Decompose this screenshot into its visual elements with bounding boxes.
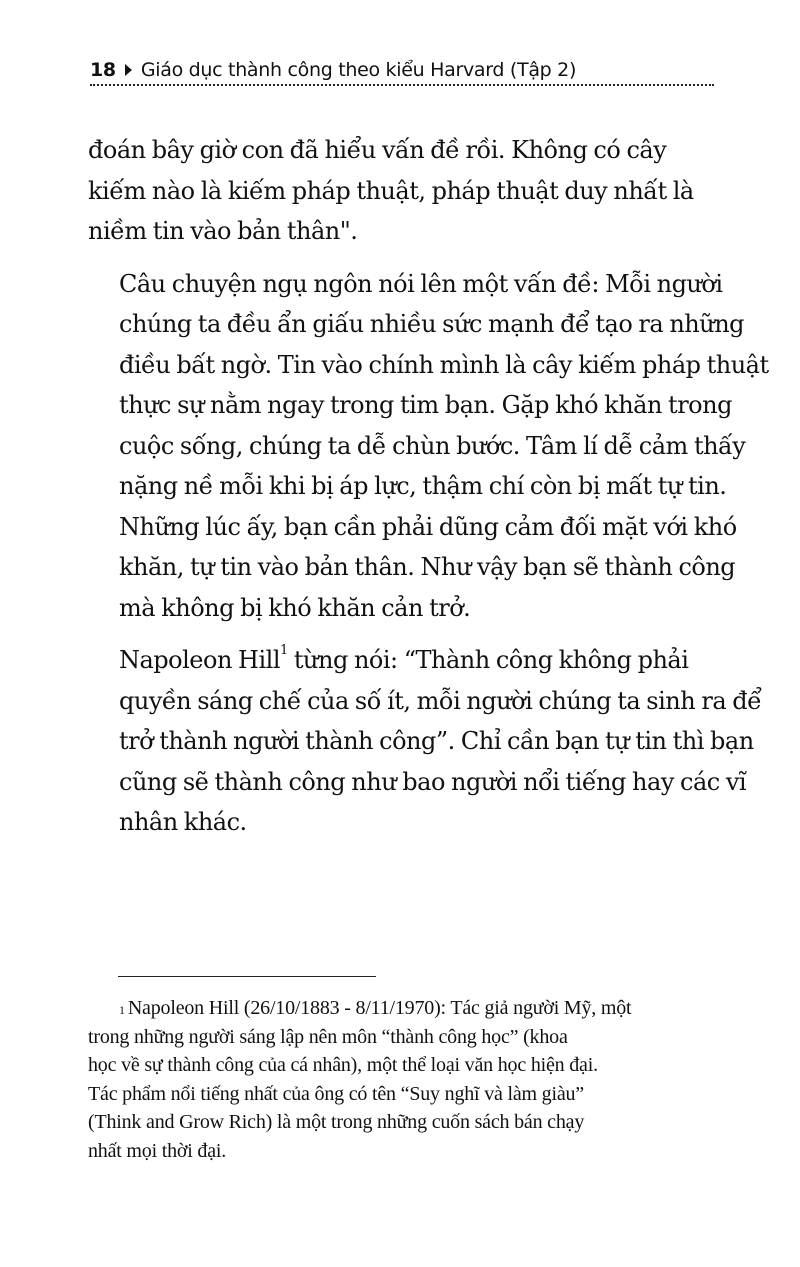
- text-line: trở thành người thành công”. Chỉ cần bạn tự tin thì bạn: [119, 727, 754, 755]
- text-line: quyền sáng chế của số ít, mỗi người chúng ta sinh ra để: [119, 686, 762, 715]
- footnote-line: nhất mọi thời đại.: [88, 1139, 227, 1162]
- footnote-line: trong những người sáng lập nên môn “thành công học” (khoa: [88, 1025, 568, 1048]
- paragraph-3: [88, 640, 762, 843]
- text-line: nặng nề mỗi khi bị áp lực, thậm chí còn bị mất tự tin.: [119, 472, 727, 500]
- text-line: cũng sẽ thành công như bao người nổi tiếng hay các vĩ: [119, 767, 747, 796]
- footnote-marker: 1: [119, 1003, 125, 1017]
- footnote-line: Tác phẩm nổi tiếng nhất của ông có tên “Suy nghĩ và làm giàu”: [88, 1082, 584, 1105]
- text-line: niềm tin vào bản thân".: [88, 217, 358, 245]
- paragraph-2: [88, 264, 769, 629]
- text-line: cuộc sống, chúng ta dễ chùn bước. Tâm lí dễ cảm thấy: [119, 431, 746, 460]
- text-line: điều bất ngờ. Tin vào chính mình là cây kiếm pháp thuật: [119, 350, 769, 379]
- text-line: [88, 640, 715, 681]
- text-line: nhân khác.: [119, 808, 247, 836]
- text-line: khăn, tự tin vào bản thân. Như vậy bạn sẽ thành công: [119, 553, 736, 581]
- footnote-line: (Think and Grow Rich) là một trong những cuốn sách bán chạy: [88, 1111, 585, 1133]
- triangle-right-icon: [125, 64, 132, 76]
- text-line: Câu chuyện ngụ ngôn nói lên một vấn đề: Mỗi người: [119, 269, 723, 298]
- text-line: Những lúc ấy, bạn cần phải dũng cảm đối mặt với khó: [119, 512, 737, 541]
- text-fragment: Napoleon Hill: [119, 646, 280, 674]
- footnote-reference: 1: [280, 643, 288, 658]
- text-line: chúng ta đều ẩn giấu nhiều sức mạnh để tạo ra những: [119, 310, 745, 338]
- text-line: kiếm nào là kiếm pháp thuật, pháp thuật duy nhất là: [88, 176, 694, 205]
- text-line: thực sự nằm ngay trong tim bạn. Gặp khó khăn trong: [119, 391, 732, 419]
- text-fragment: từng nói: “Thành công không phải: [287, 646, 689, 674]
- page-number: 18: [90, 59, 116, 81]
- footnote-line: học về sự thành công của cá nhân), một thể loại văn học hiện đại.: [88, 1054, 598, 1076]
- header-dotted-rule: [90, 84, 714, 86]
- footnote-line: [88, 994, 715, 1023]
- book-title: Giáo dục thành công theo kiểu Harvard (Tập 2): [140, 59, 577, 81]
- text-fragment: Napoleon Hill (26/10/1883 - 8/11/1970): Tác giả người Mỹ, một: [127, 997, 632, 1019]
- footnote: [88, 994, 715, 1165]
- text-line: đoán bây giờ con đã hiểu vấn đề rồi. Không có cây: [88, 136, 667, 164]
- footnote-separator: [118, 976, 376, 977]
- running-header: [90, 52, 714, 88]
- text-line: mà không bị khó khăn cản trở.: [119, 593, 471, 622]
- paragraph-1: [88, 130, 715, 252]
- main-text: [88, 130, 769, 843]
